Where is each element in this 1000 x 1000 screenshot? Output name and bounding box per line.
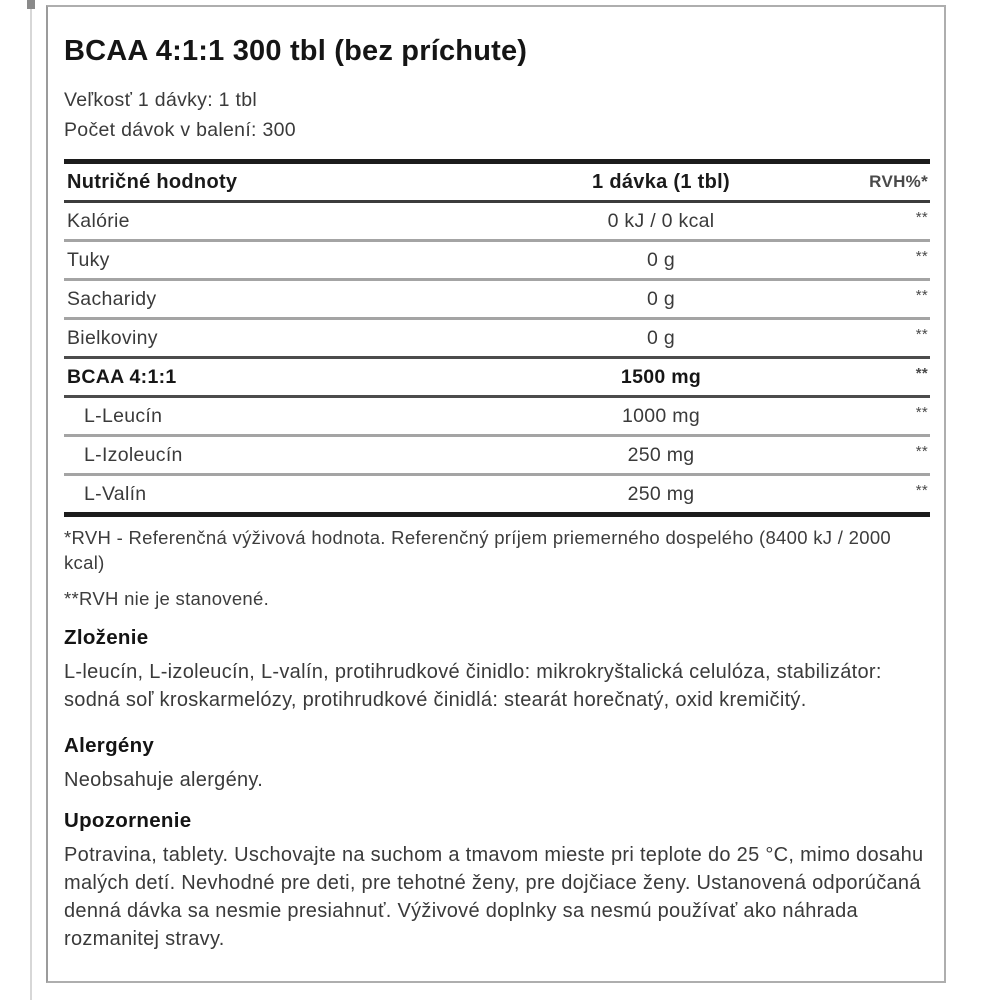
table-row-tuky (64, 239, 930, 278)
nutrient-name: L-Izoleucín (84, 443, 183, 466)
nutrient-name: Tuky (67, 248, 110, 271)
nutrient-rvh: ** (915, 365, 928, 382)
nutrient-value: 1000 mg (622, 404, 700, 427)
product-title: BCAA 4:1:1 300 tbl (bez príchute) (64, 35, 528, 67)
nutrient-value: 1500 mg (620, 365, 702, 388)
nutrient-name: Bielkoviny (67, 326, 158, 349)
nutrition-label (46, 5, 946, 983)
table-row-sacharidy (64, 278, 930, 317)
serving-size-line: Veľkosť 1 dávky: 1 tbl (64, 89, 258, 111)
nutrient-rvh: ** (915, 326, 928, 343)
scan-edge-line (30, 0, 32, 1000)
table-row-bcaa-total (64, 356, 930, 395)
scan-edge-tick (27, 0, 35, 9)
section-heading-alergeny: Alergény (64, 734, 155, 757)
nutrient-value: 0 g (646, 248, 675, 271)
table-row-valin (64, 473, 930, 512)
section-heading-upozornenie: Upozornenie (64, 809, 192, 832)
section-body-zlozenie: L-leucín, L-izoleucín, L-valín, protihrudkové činidlo: mikrokryštalická celulóza, stabilizátor: sodná soľ kroskarmelózy, protihrudkové činidlá: stearát horečnatý, oxid kremičitý. (64, 661, 882, 711)
nutrient-value: 0 kJ / 0 kcal (607, 209, 715, 232)
nutrient-value: 250 mg (627, 482, 695, 505)
rvh-footnote: *RVH - Referenčná výživová hodnota. Referenčný príjem priemerného dospelého (8400 kJ / 2000 kcal) (64, 527, 892, 573)
nutrient-value: 0 g (646, 326, 675, 349)
nutrient-rvh: ** (915, 248, 928, 265)
nutrition-table (64, 159, 930, 517)
table-header-row (64, 164, 930, 203)
section-heading-zlozenie: Zloženie (64, 626, 149, 649)
nutrient-name: L-Valín (84, 482, 147, 505)
nutrient-name: Sacharidy (67, 287, 157, 310)
rvh-not-set-footnote: **RVH nie je stanovené. (64, 588, 270, 609)
table-row-izoleucin (64, 434, 930, 473)
table-row-bielkoviny (64, 317, 930, 356)
nutrient-name: L-Leucín (84, 404, 163, 427)
section-body-upozornenie: Potravina, tablety. Uschovajte na suchom a tmavom mieste pri teplote do 25 °C, mimo dosahu malých detí. Nevhodné pre deti, pre tehotné ženy, pre dojčiace ženy. Ustanovená odporúčaná denná dávka sa nesmie presiahnuť. Výživové doplnky sa nesmú používať ako náhrada rozmanitej stravy. (64, 844, 924, 950)
table-row-leucin (64, 395, 930, 434)
header-rvh-column: RVH%* (869, 172, 928, 191)
nutrient-rvh: ** (915, 404, 928, 421)
nutrient-value: 0 g (646, 287, 675, 310)
nutrient-rvh: ** (915, 443, 928, 460)
header-serving-column: 1 dávka (1 tbl) (592, 170, 730, 193)
section-body-alergeny: Neobsahuje alergény. (64, 769, 264, 791)
nutrient-rvh: ** (915, 287, 928, 304)
nutrient-name: BCAA 4:1:1 (67, 365, 177, 388)
nutrient-rvh: ** (915, 209, 928, 226)
table-row-kalorie (64, 203, 930, 239)
servings-per-pack-line: Počet dávok v balení: 300 (64, 119, 296, 141)
nutrient-name: Kalórie (67, 209, 130, 232)
nutrient-value: 250 mg (627, 443, 695, 466)
header-nutrient-column: Nutričné hodnoty (67, 170, 238, 193)
nutrient-rvh: ** (915, 482, 928, 499)
